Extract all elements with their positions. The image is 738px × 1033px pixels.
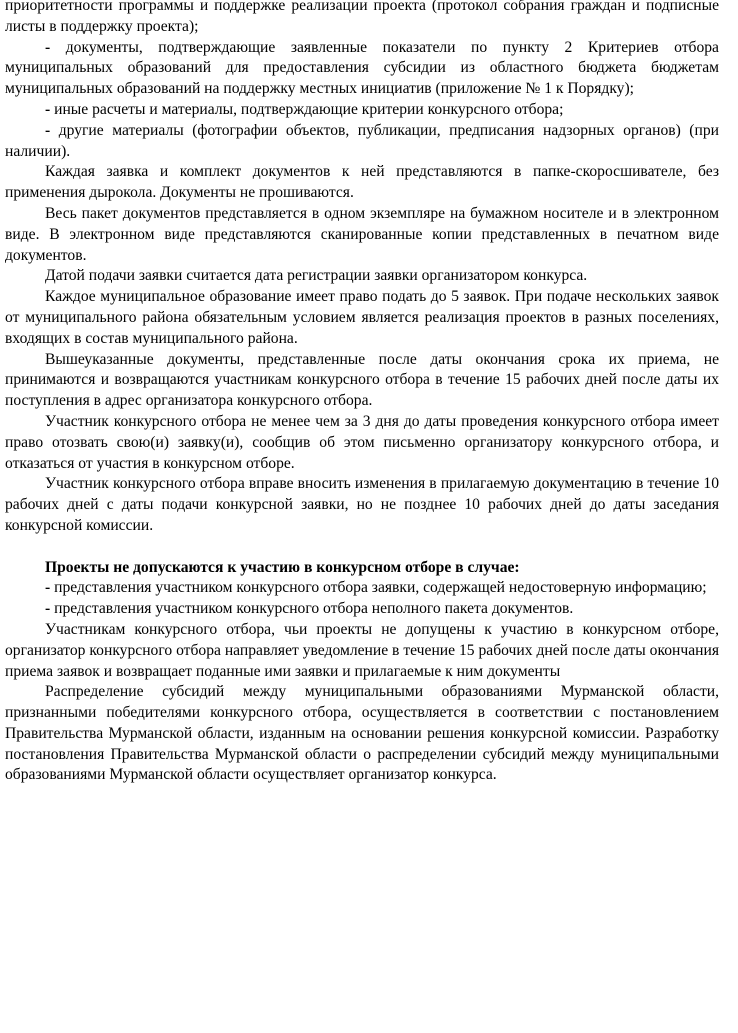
paragraph: Участник конкурсного отбора не менее чем за 3 дня до даты проведения конкурсного отбора имеет право отозвать свою(и) заявку(и), сообщив об этом письменно организатору конкурсного отбора, и отказаться от участия в конкурсном отборе. xyxy=(5,412,719,472)
bullet-dash: - xyxy=(45,579,51,597)
paragraph: Участник конкурсного отбора вправе вносить изменения в прилагаемую документацию в течение 10 рабочих дней с даты подачи конкурсной заявки, но не позднее 10 рабочих дней до даты заседания конкурсной комиссии. xyxy=(5,475,719,534)
list-item: - документы, подтверждающие заявленные показатели по пункту 2 Критериев отбора муниципальных образований для предоставления субсидии из областного бюджета бюджетам муниципальных образований на поддержку местных инициатив (приложение № 1 к Порядку); xyxy=(5,38,719,98)
bullet-dash: - xyxy=(45,100,51,118)
list-item: - иные расчеты и материалы, подтверждающие критерии конкурсного отбора; xyxy=(45,100,564,118)
paragraph: Каждая заявка и комплект документов к ней представляются в папке-скоросшивателе, без применения дырокола. Документы не прошиваются. xyxy=(5,163,719,202)
paragraph: Каждое муниципальное образование имеет право подать до 5 заявок. При подаче нескольких заявок от муниципального района обязательным условием является реализация проектов в разных поселениях, входящих в состав муниципального района. xyxy=(5,288,719,347)
blank-line xyxy=(5,537,719,558)
bullet-dash: - xyxy=(45,600,51,618)
bullet-dash: - xyxy=(45,121,51,139)
paragraph: приоритетности программы и поддержке реализации проекта (протокол собрания граждан и подписные листы в поддержку проекта); xyxy=(5,0,719,35)
bullet-dash: - xyxy=(45,38,51,56)
section-heading: Проекты не допускаются к участию в конкурсном отборе в случае: xyxy=(45,558,520,576)
paragraph: Распределение субсидий между муниципальными образованиями Мурманской области, признанными победителями конкурсного отбора, осуществляется в соответствии с постановлением Правительства Мурманской области, изданным на основании решения конкурсной комиссии. Разработку постановления Правительства Мурманской области о распределении субсидий между муниципальными образованиями Мурманской области осуществляет организатор конкурса. xyxy=(5,683,719,784)
paragraph: Датой подачи заявки считается дата регистрации заявки организатором конкурса. xyxy=(45,267,588,285)
list-item: - представления участником конкурсного отбора заявки, содержащей недостоверную информацию; xyxy=(45,579,707,597)
paragraph: Участникам конкурсного отбора, чьи проекты не допущены к участию в конкурсном отборе, организатор конкурсного отбора направляет уведомление в течение 15 рабочих дней после даты окончания приема заявок и возвращает поданные ими заявки и прилагаемые к ним документы xyxy=(5,620,719,680)
paragraph: Весь пакет документов представляется в одном экземпляре на бумажном носителе и в электронном виде. В электронном виде представляются сканированные копии представленных в печатном виде документов. xyxy=(5,204,719,264)
list-item: - другие материалы (фотографии объектов, публикации, предписания надзорных органов) (при наличии). xyxy=(5,121,719,160)
paragraph: Вышеуказанные документы, представленные после даты окончания срока их приема, не принимаются и возвращаются участникам конкурсного отбора в течение 15 рабочих дней после даты их поступления в адрес организатора конкурсного отбора. xyxy=(5,350,719,410)
list-item: - представления участником конкурсного отбора неполного пакета документов. xyxy=(45,600,574,618)
